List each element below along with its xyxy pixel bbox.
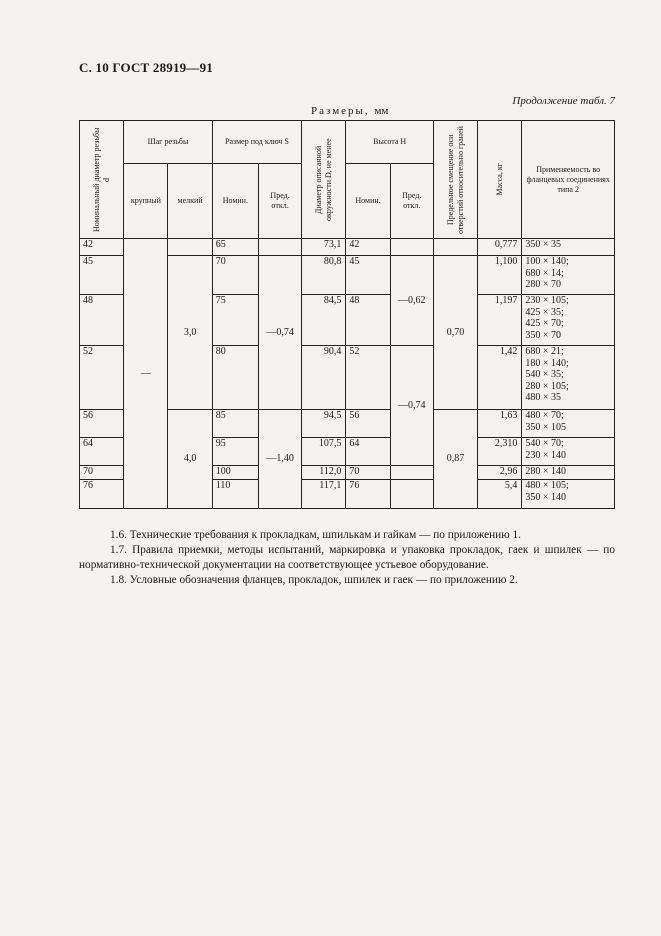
cell-h: 64	[346, 438, 390, 466]
units-caption	[311, 105, 388, 117]
header-s-tolerance: Пред. откл.	[258, 164, 301, 239]
header-h-tolerance: Пред. откл.	[390, 164, 433, 239]
cell-d: 48	[80, 295, 124, 346]
cell-fine-pitch: 3,0	[168, 256, 212, 410]
header-mass: Масса, кг	[478, 121, 522, 239]
cell-apply: 540 × 70; 230 × 140	[522, 438, 615, 466]
cell-mass: 5,4	[478, 480, 522, 509]
units-word: Размеры,	[311, 105, 370, 117]
cell-d: 64	[80, 438, 124, 466]
cell-apply: 100 × 140; 680 × 14; 280 × 70	[522, 256, 615, 295]
cell-D: 80,8	[302, 256, 346, 295]
cell-d: 56	[80, 410, 124, 438]
cell-h-tolerance: —0,74	[390, 346, 433, 466]
cell-h: 48	[346, 295, 390, 346]
cell-d: 70	[80, 466, 124, 480]
cell-offset: 0,70	[433, 256, 477, 410]
cell-s: 95	[212, 438, 258, 466]
notes-section	[79, 528, 615, 588]
cell-h: 42	[346, 239, 390, 256]
cell-s: 80	[212, 346, 258, 410]
cell-h: 70	[346, 466, 390, 480]
cell-D: 90,4	[302, 346, 346, 410]
header-h-nominal: Номин.	[346, 164, 390, 239]
cell-coarse-pitch: —	[124, 239, 168, 509]
dimensions-table	[79, 120, 615, 509]
cell-D: 117,1	[302, 480, 346, 509]
cell-mass: 2,96	[478, 466, 522, 480]
table-row	[80, 239, 615, 256]
cell-mass: 1,42	[478, 346, 522, 410]
cell-s: 75	[212, 295, 258, 346]
cell-D: 94,5	[302, 410, 346, 438]
cell-h-tolerance: —0,62	[390, 256, 433, 346]
cell-apply: 480 × 70; 350 × 105	[522, 410, 615, 438]
cell-h: 45	[346, 256, 390, 295]
cell-apply: 230 × 105; 425 × 35; 425 × 70; 350 × 70	[522, 295, 615, 346]
header-circle-diameter: Диаметр описанной окружности D, не менее	[302, 121, 346, 239]
note-1-6: 1.6. Технические требования к прокладкам, шпилькам и гайкам — по приложению 1.	[110, 529, 521, 541]
header-applicability: Применяемость во фланцевых соединениях типа 2	[522, 121, 615, 239]
cell-s: 110	[212, 480, 258, 509]
cell-s: 70	[212, 256, 258, 295]
header-max-offset: Предельное смещение оси отверстий относительно граней	[433, 121, 477, 239]
cell-D: 84,5	[302, 295, 346, 346]
cell-D: 107,5	[302, 438, 346, 466]
cell-d: 76	[80, 480, 124, 509]
cell-s-tolerance: —0,74	[258, 256, 301, 410]
cell-h: 52	[346, 346, 390, 410]
header-pitch-coarse: крупный	[124, 164, 168, 239]
cell-apply: 350 × 35	[522, 239, 615, 256]
cell-s-tol-empty	[258, 239, 301, 256]
header-nominal-diameter: Номинальный диаметр резьбы d	[80, 121, 124, 239]
page-header: С. 10 ГОСТ 28919—91	[79, 60, 213, 75]
cell-h-tol-empty	[390, 239, 433, 256]
note-1-8: 1.8. Условные обозначения фланцев, прокладок, шпилек и гаек — по приложению 2.	[110, 574, 518, 586]
cell-offset-empty	[433, 239, 477, 256]
cell-mass: 2,310	[478, 438, 522, 466]
cell-h: 56	[346, 410, 390, 438]
cell-d: 52	[80, 346, 124, 410]
continuation-label: Продолжение табл. 7	[512, 95, 615, 107]
cell-d: 45	[80, 256, 124, 295]
cell-s-tolerance: —1,40	[258, 410, 301, 509]
header-pitch-fine: мелкий	[168, 164, 212, 239]
cell-s: 65	[212, 239, 258, 256]
cell-s: 100	[212, 466, 258, 480]
header-thread-pitch: Шаг резьбы	[124, 121, 212, 164]
cell-fine-pitch: 4,0	[168, 410, 212, 509]
cell-apply: 480 × 105; 350 × 140	[522, 480, 615, 509]
cell-mass: 1,63	[478, 410, 522, 438]
cell-mass: 0,777	[478, 239, 522, 256]
cell-s: 85	[212, 410, 258, 438]
cell-D: 112,0	[302, 466, 346, 480]
cell-mass: 1,197	[478, 295, 522, 346]
cell-d: 42	[80, 239, 124, 256]
cell-D: 73,1	[302, 239, 346, 256]
cell-h: 76	[346, 480, 390, 509]
cell-h-tol-empty	[390, 466, 433, 480]
header-s-nominal: Номин.	[212, 164, 258, 239]
cell-offset: 0,87	[433, 410, 477, 509]
note-1-7: 1.7. Правила приемки, методы испытаний, маркировка и упаковка прокладок, гаек и шпилек — по нормативно-технической документации на соответствующее устьевое оборудование.	[79, 544, 615, 571]
cell-mass: 1,100	[478, 256, 522, 295]
cell-fine-empty	[168, 239, 212, 256]
units-mm: мм	[374, 105, 389, 117]
cell-h-tol-empty	[390, 480, 433, 509]
header-wrench-size: Размер под ключ S	[212, 121, 301, 164]
cell-apply: 680 × 21; 180 × 140; 540 × 35; 280 × 105; 480 × 35	[522, 346, 615, 410]
cell-apply: 280 × 140	[522, 466, 615, 480]
header-height: Высота H	[346, 121, 433, 164]
